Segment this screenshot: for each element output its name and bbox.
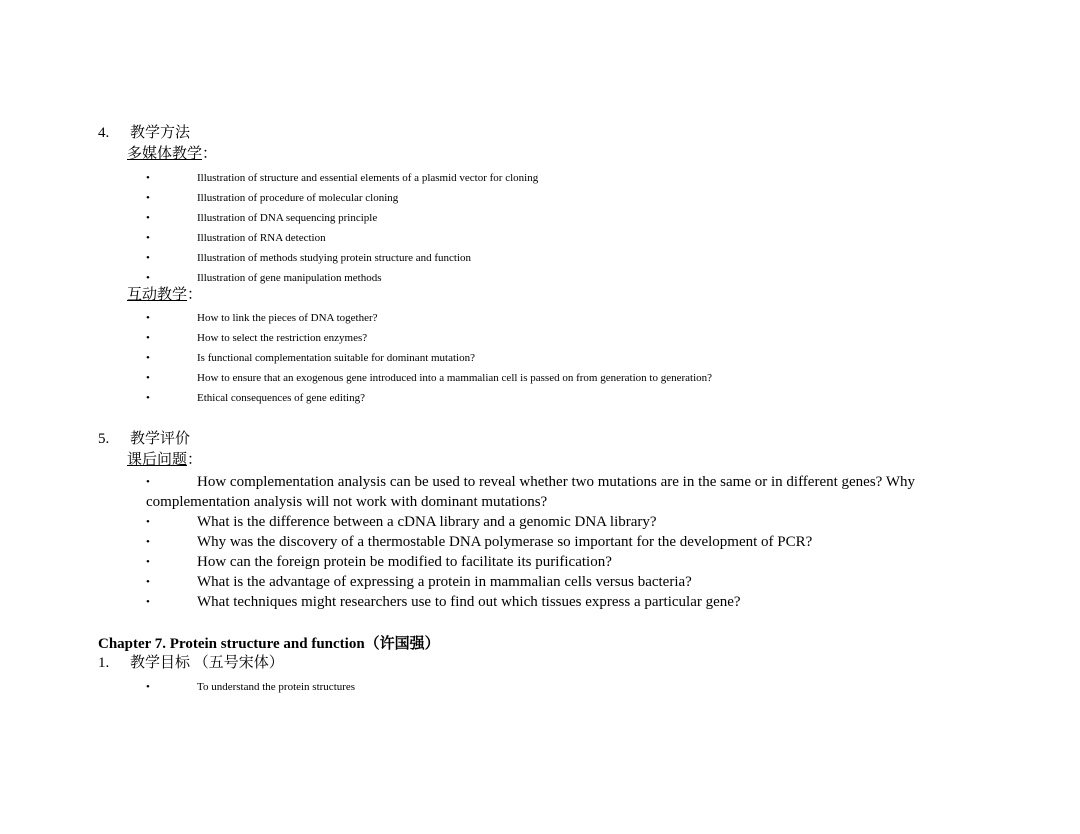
subheading-text: 课后问题 — [127, 452, 188, 468]
item-text: Illustration of RNA detection — [197, 232, 326, 244]
bullet-icon: • — [146, 576, 150, 588]
bullet-icon: • — [146, 516, 150, 528]
list-item — [0, 513, 1080, 533]
bullet-icon: • — [146, 212, 150, 224]
colon: ： — [202, 146, 218, 162]
section-1-heading — [98, 654, 284, 672]
interactive-teaching-label — [127, 286, 202, 304]
item-text: What is the difference between a cDNA library and a genomic DNA library? — [197, 514, 657, 530]
item-text: Illustration of gene manipulation methods — [197, 272, 382, 284]
list-item — [0, 593, 1080, 613]
list-item — [0, 533, 1080, 553]
bullet-icon: • — [146, 536, 150, 548]
section-number: 4. — [98, 125, 110, 141]
section-title: 教学目标 （五号宋体） — [130, 655, 284, 671]
bullet-icon: • — [146, 352, 150, 364]
bullet-icon: • — [146, 172, 150, 184]
list-item — [0, 573, 1080, 593]
section-title: 教学评价 — [130, 431, 191, 447]
item-text: What techniques might researchers use to find out which tissues express a particular gene? — [197, 594, 741, 610]
bullet-icon: • — [146, 392, 150, 404]
multimedia-teaching-label — [127, 145, 217, 163]
bullet-icon: • — [146, 372, 150, 384]
bullet-icon: • — [146, 252, 150, 264]
bullet-icon: • — [146, 332, 150, 344]
item-text: How can the foreign protein be modified to facilitate its purification? — [197, 554, 612, 570]
item-text: How to ensure that an exogenous gene introduced into a mammalian cell is passed on from generation to generation? — [197, 372, 713, 384]
item-text: Ethical consequences of gene editing? — [197, 392, 365, 404]
item-text: To understand the protein structures — [197, 681, 356, 693]
colon: ： — [187, 287, 203, 303]
section-number: 1. — [98, 655, 110, 671]
item-text: Illustration of DNA sequencing principle — [197, 212, 378, 224]
homework-list — [0, 513, 1080, 613]
item-text: What is the advantage of expressing a protein in mammalian cells versus bacteria? — [197, 574, 692, 590]
section-number: 5. — [98, 431, 110, 447]
item-text: How complementation analysis can be used to reveal whether two mutations are in the same or in different genes? Why — [197, 474, 915, 490]
list-item — [0, 553, 1080, 573]
subheading-text: 多媒体教学 — [127, 146, 203, 162]
bullet-icon: • — [146, 272, 150, 284]
bullet-icon: • — [146, 192, 150, 204]
item-text: How to select the restriction enzymes? — [197, 332, 368, 344]
bullet-icon: • — [146, 312, 150, 324]
item-text: Illustration of methods studying protein structure and function — [197, 252, 472, 264]
item-text: Illustration of procedure of molecular cloning — [197, 192, 399, 204]
bullet-icon: • — [146, 556, 150, 568]
section-title: 教学方法 — [130, 125, 191, 141]
bullet-icon: • — [146, 476, 150, 488]
section-5-heading — [98, 430, 190, 448]
item-text: How to link the pieces of DNA together? — [197, 312, 378, 324]
homework-label — [127, 451, 202, 469]
bullet-icon: • — [146, 596, 150, 608]
item-text: Is functional complementation suitable for dominant mutation? — [197, 352, 475, 364]
chapter-title: Chapter 7. Protein structure and function（许国强） — [98, 636, 440, 652]
item-text: Illustration of structure and essential elements of a plasmid vector for cloning — [197, 172, 539, 184]
item-text: Why was the discovery of a thermostable DNA polymerase so important for the development of PCR? — [197, 534, 813, 550]
item-text-continuation: complementation analysis will not work with dominant mutations? — [146, 494, 548, 510]
bullet-icon: • — [146, 232, 150, 244]
colon: ： — [187, 452, 203, 468]
subheading-text: 互动教学 — [127, 287, 188, 303]
section-4-heading — [98, 124, 190, 142]
bullet-icon: • — [146, 681, 150, 693]
